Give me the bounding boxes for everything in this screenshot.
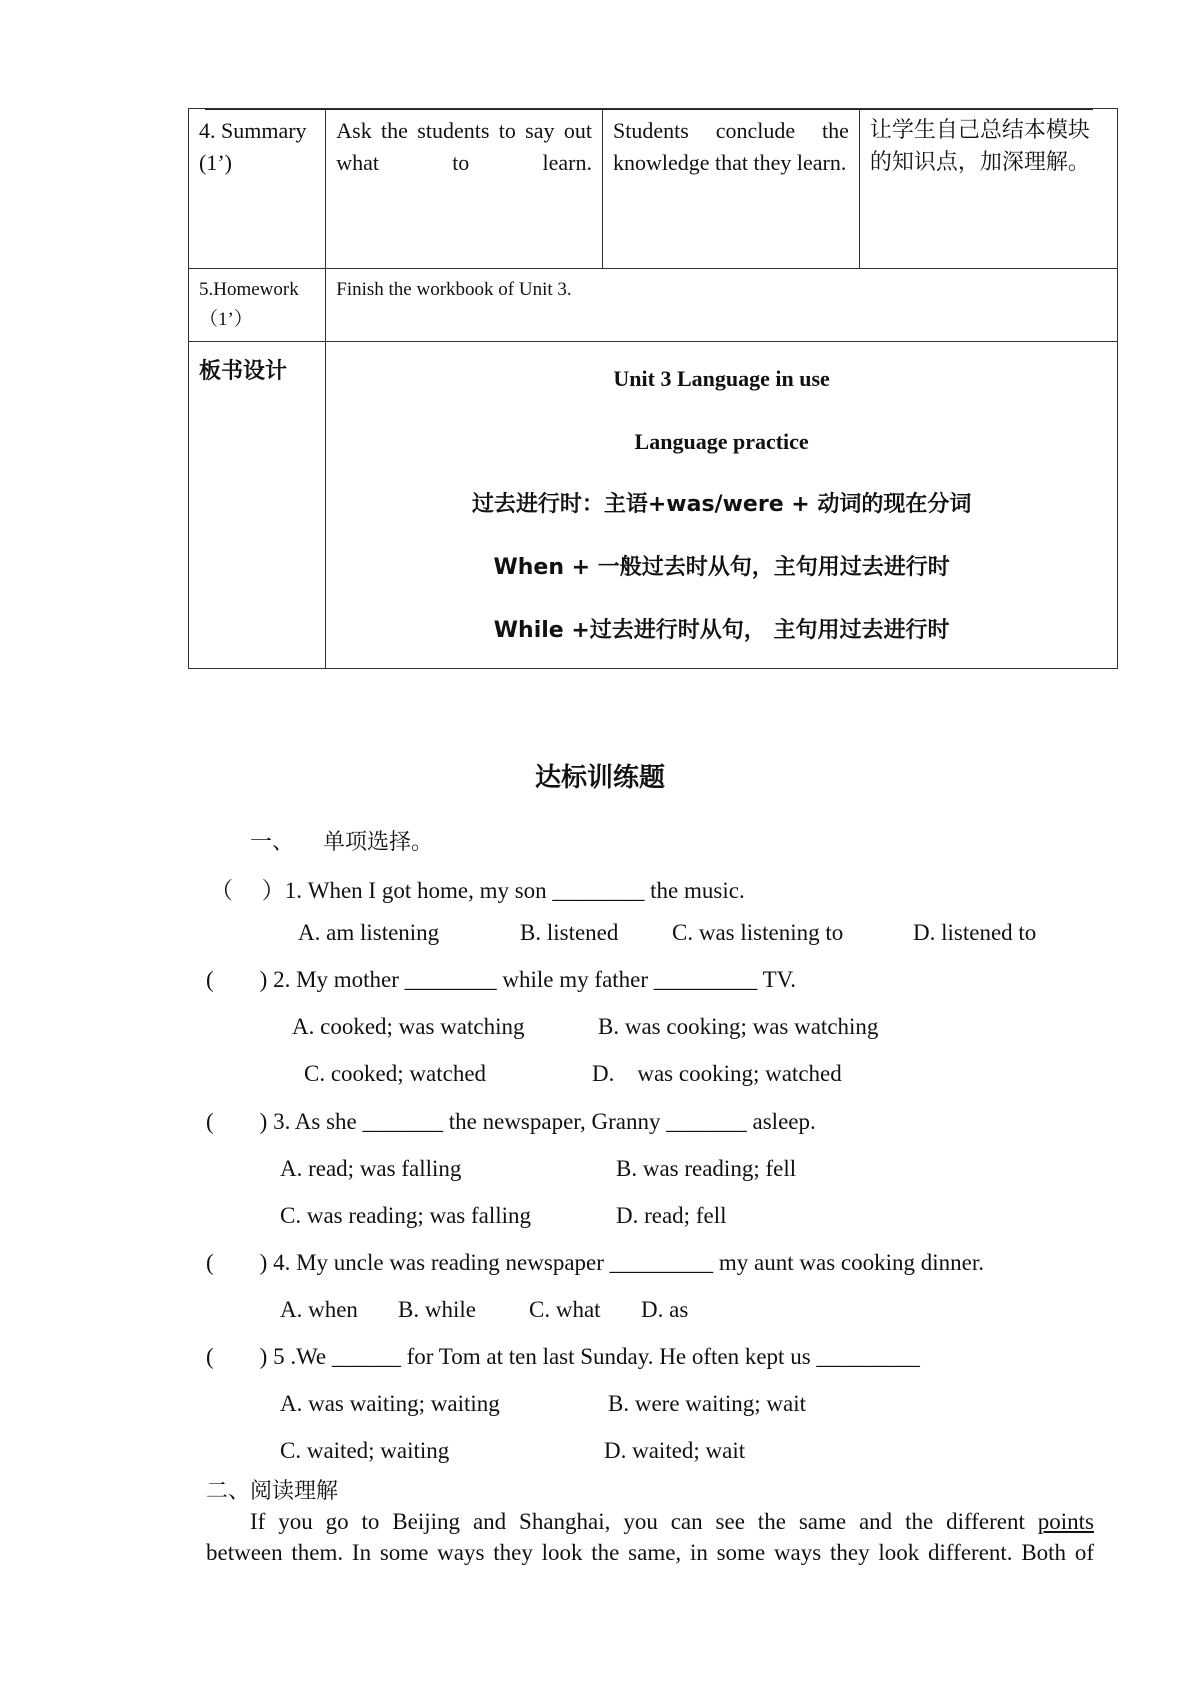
question-3-stem: ( ) 3. As she _______ the newspaper, Granny _______ asleep. xyxy=(206,1109,816,1134)
q3-option-a: A. read; was falling xyxy=(280,1156,462,1181)
board-design-label: 板书设计 xyxy=(189,342,326,669)
question-5-stem: ( ) 5 .We ______ for Tom at ten last Sunday. He often kept us _________ xyxy=(206,1344,920,1369)
q1-option-a: A. am listening xyxy=(298,920,440,945)
question-2-stem: ( ) 2. My mother ________ while my father _________ TV. xyxy=(206,967,797,992)
q5-option-d: D. waited; wait xyxy=(604,1438,746,1463)
reading-passage xyxy=(206,1506,1094,1568)
board-line-1: Unit 3 Language in use xyxy=(613,366,830,391)
homework-text: Finish the workbook of Unit 3. xyxy=(326,269,1118,342)
q2-option-b: B. was cooking; was watching xyxy=(598,1014,879,1039)
underlined-word: points xyxy=(1037,1509,1094,1534)
board-design-content xyxy=(326,342,1118,669)
question-1-stem: （ ）1. When I got home, my son ________ the music. xyxy=(210,878,745,903)
board-design-row xyxy=(189,342,1118,669)
part1-title: 单项选择。 xyxy=(323,830,434,855)
board-line-2: Language practice xyxy=(634,429,809,454)
passage-line-2: between them. In some ways they look the same, in some ways they look different. Both of xyxy=(206,1540,1094,1565)
summary-student-activity: Students conclude the knowledge that they learn. xyxy=(602,109,859,269)
q5-option-b: B. were waiting; wait xyxy=(608,1391,807,1416)
q2-option-c: C. cooked; watched xyxy=(304,1061,487,1086)
summary-purpose: 让学生自己总结本模块的知识点，加深理解。 xyxy=(859,109,1117,269)
q4-option-d: D. as xyxy=(641,1297,689,1322)
board-line-4: When + 一般过去时从句，主句用过去进行时 xyxy=(493,555,950,580)
q1-option-d: D. listened to xyxy=(913,920,1037,945)
q4-option-c: C. what xyxy=(529,1297,601,1322)
homework-step: 5.Homework （1’） xyxy=(189,269,326,342)
q2-option-d: D. was cooking; watched xyxy=(592,1061,842,1086)
q1-option-b: B. listened xyxy=(520,920,619,945)
q2-option-a: A. cooked; was watching xyxy=(292,1014,525,1039)
part1-number: 一、 xyxy=(250,830,295,855)
board-line-3: 过去进行时：主语+was/were + 动词的现在分词 xyxy=(471,492,972,517)
q1-option-c: C. was listening to xyxy=(672,920,844,945)
board-line-5: While +过去进行时从句， 主句用过去进行时 xyxy=(493,618,950,643)
question-4-stem: ( ) 4. My uncle was reading newspaper _________ my aunt was cooking dinner. xyxy=(206,1250,985,1275)
q3-option-d: D. read; fell xyxy=(616,1203,727,1228)
summary-teacher-activity: Ask the students to say out what to learn. xyxy=(326,109,603,269)
q5-option-c: C. waited; waiting xyxy=(280,1438,450,1463)
q4-option-b: B. while xyxy=(398,1297,476,1322)
homework-row xyxy=(189,269,1118,342)
q5-option-a: A. was waiting; waiting xyxy=(280,1391,500,1416)
q4-option-a: A. when xyxy=(280,1297,358,1322)
passage-line-1: If you go to Beijing and Shanghai, you can see the same and the different points xyxy=(250,1509,1094,1534)
summary-step: 4. Summary (1’) xyxy=(189,109,326,269)
lesson-plan-table xyxy=(188,108,1118,669)
q3-option-b: B. was reading; fell xyxy=(616,1156,797,1181)
part2-title: 二、阅读理解 xyxy=(206,1479,339,1504)
exercise-title: 达标训练题 xyxy=(534,763,665,793)
summary-row xyxy=(189,109,1118,269)
q3-option-c: C. was reading; was falling xyxy=(280,1203,532,1228)
